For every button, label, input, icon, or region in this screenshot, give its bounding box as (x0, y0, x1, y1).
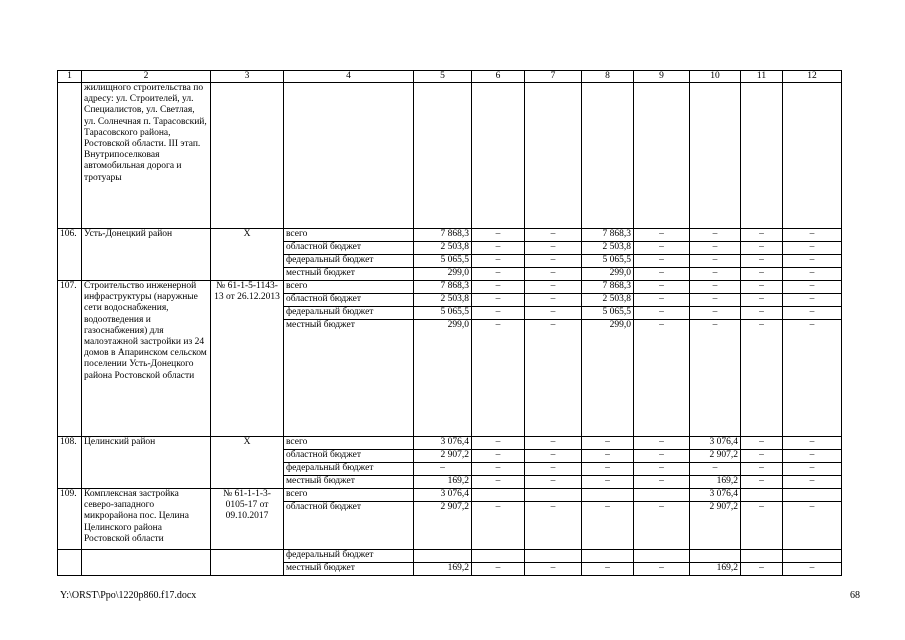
table-row (58, 437, 842, 450)
table-row (58, 550, 842, 563)
amount-c6: – (472, 307, 525, 320)
amount-c12: – (783, 281, 842, 294)
column-number: 5 (414, 71, 472, 83)
amount-c11: – (741, 450, 783, 463)
amount-c8: – (582, 450, 634, 463)
row-number: 107. (58, 281, 82, 437)
amount-c8: – (582, 563, 634, 576)
amount-c11: – (741, 563, 783, 576)
column-number: 4 (284, 71, 414, 83)
amount-c12: – (783, 502, 842, 550)
amount-c12: – (783, 294, 842, 307)
amount-c7: – (525, 294, 582, 307)
table-row (58, 489, 842, 502)
document-reference: № 61-1-1-3-0105-17 от 09.10.2017 (211, 489, 284, 550)
amount-c10: – (690, 255, 741, 268)
amount-c5: 7 868,3 (414, 229, 472, 242)
table-row (58, 281, 842, 294)
amount-c10: 169,2 (690, 563, 741, 576)
funding-source: местный бюджет (284, 320, 414, 437)
continuation-row (58, 83, 842, 229)
object-name (82, 550, 211, 576)
amount-c7 (525, 550, 582, 563)
amount-c9: – (634, 502, 690, 550)
document-reference (211, 550, 284, 576)
amount-c10: – (690, 320, 741, 437)
amount-c12: – (783, 242, 842, 255)
column-number: 12 (783, 71, 842, 83)
amount-c8: – (582, 437, 634, 450)
amount-c7: – (525, 437, 582, 450)
amount-c8 (582, 550, 634, 563)
amount-c11: – (741, 437, 783, 450)
amount-c11: – (741, 229, 783, 242)
amount-c12: – (783, 437, 842, 450)
amount-c7: – (525, 255, 582, 268)
object-name: Усть-Донецкий район (82, 229, 211, 281)
amount-c12: – (783, 463, 842, 476)
amount-c10: – (690, 268, 741, 281)
funding-source: всего (284, 489, 414, 502)
budget-table (57, 70, 842, 576)
amount-c10: 3 076,4 (690, 489, 741, 502)
amount-c11: – (741, 242, 783, 255)
amount-c12 (783, 550, 842, 563)
amount-c8: 7 868,3 (582, 281, 634, 294)
amount-c5: 5 065,5 (414, 255, 472, 268)
amount-c10: 3 076,4 (690, 437, 741, 450)
column-number: 11 (741, 71, 783, 83)
amount-c7 (525, 489, 582, 502)
amount-c9: – (634, 268, 690, 281)
column-number: 9 (634, 71, 690, 83)
amount-c11: – (741, 255, 783, 268)
amount-c9: – (634, 463, 690, 476)
amount-c8: 2 503,8 (582, 294, 634, 307)
amount-c6: – (472, 242, 525, 255)
row-number: 109. (58, 489, 82, 550)
column-number: 7 (525, 71, 582, 83)
amount-c6: – (472, 281, 525, 294)
funding-source: всего (284, 437, 414, 450)
amount-c5: 3 076,4 (414, 437, 472, 450)
amount-c5: 299,0 (414, 268, 472, 281)
amount-c5: 2 503,8 (414, 294, 472, 307)
amount-c6: – (472, 229, 525, 242)
amount-c9: – (634, 450, 690, 463)
amount-c8: 2 503,8 (582, 242, 634, 255)
amount-c9 (634, 489, 690, 502)
amount-c10: – (690, 294, 741, 307)
row-number (58, 550, 82, 576)
amount-c11: – (741, 268, 783, 281)
amount-c6 (472, 550, 525, 563)
amount-c7: – (525, 320, 582, 437)
amount-c12: – (783, 268, 842, 281)
amount-c6: – (472, 450, 525, 463)
amount-c11: – (741, 502, 783, 550)
amount-c6: – (472, 476, 525, 489)
amount-c5: 169,2 (414, 563, 472, 576)
column-number: 3 (211, 71, 284, 83)
amount-c10: 2 907,2 (690, 450, 741, 463)
amount-c5: 7 868,3 (414, 281, 472, 294)
amount-c6: – (472, 255, 525, 268)
amount-c9: – (634, 563, 690, 576)
amount-c6: – (472, 268, 525, 281)
amount-c7: – (525, 563, 582, 576)
amount-c5: 2 907,2 (414, 450, 472, 463)
amount-c6 (472, 489, 525, 502)
amount-c7: – (525, 463, 582, 476)
amount-c8: – (582, 463, 634, 476)
amount-c5: – (414, 463, 472, 476)
funding-source: областной бюджет (284, 502, 414, 550)
amount-c5: 5 065,5 (414, 307, 472, 320)
amount-c5: 3 076,4 (414, 489, 472, 502)
amount-c11 (741, 489, 783, 502)
amount-c7: – (525, 450, 582, 463)
amount-c11 (741, 550, 783, 563)
amount-c11: – (741, 307, 783, 320)
amount-c12: – (783, 320, 842, 437)
amount-c7: – (525, 476, 582, 489)
amount-c6: – (472, 502, 525, 550)
amount-c8: 299,0 (582, 268, 634, 281)
column-number: 2 (82, 71, 211, 83)
amount-c10: – (690, 307, 741, 320)
amount-c11: – (741, 476, 783, 489)
amount-c9: – (634, 242, 690, 255)
amount-c11: – (741, 294, 783, 307)
object-name: Строительство инженерной инфраструктуры (наружные сети водоснабжения, водоотведения и газоснабжения) для малоэтажной застройки из 24 домов в Апаринском сельском поселении Усть-Донецкого района Ростовской области (82, 281, 211, 437)
amount-c5: 299,0 (414, 320, 472, 437)
document-reference: № 61-1-5-1143-13 от 26.12.2013 (211, 281, 284, 437)
footer-file-path: Y:\ORST\Ppo\1220p860.f17.docx (60, 590, 197, 601)
amount-c11: – (741, 281, 783, 294)
column-number: 10 (690, 71, 741, 83)
funding-source: федеральный бюджет (284, 550, 414, 563)
funding-source: федеральный бюджет (284, 463, 414, 476)
amount-c8: 5 065,5 (582, 307, 634, 320)
amount-c6: – (472, 437, 525, 450)
amount-c9: – (634, 229, 690, 242)
document-reference: Х (211, 437, 284, 489)
funding-source: федеральный бюджет (284, 307, 414, 320)
amount-c8: 7 868,3 (582, 229, 634, 242)
funding-source: областной бюджет (284, 242, 414, 255)
funding-source: местный бюджет (284, 476, 414, 489)
amount-c5: 169,2 (414, 476, 472, 489)
amount-c10: 2 907,2 (690, 502, 741, 550)
funding-source: областной бюджет (284, 450, 414, 463)
amount-c9: – (634, 255, 690, 268)
amount-c5: 2 503,8 (414, 242, 472, 255)
amount-c7: – (525, 281, 582, 294)
column-number: 6 (472, 71, 525, 83)
object-name: Целинский район (82, 437, 211, 489)
amount-c8: – (582, 476, 634, 489)
amount-c12: – (783, 229, 842, 242)
amount-c12 (783, 489, 842, 502)
row-number: 108. (58, 437, 82, 489)
amount-c12: – (783, 450, 842, 463)
amount-c9: – (634, 281, 690, 294)
funding-source: всего (284, 281, 414, 294)
object-name: Комплексная застройка северо-западного микрорайона пос. Целина Целинского района Ростовской области (82, 489, 211, 550)
amount-c12: – (783, 255, 842, 268)
amount-c10: – (690, 229, 741, 242)
funding-source: местный бюджет (284, 563, 414, 576)
amount-c9: – (634, 307, 690, 320)
amount-c12: – (783, 307, 842, 320)
amount-c5 (414, 550, 472, 563)
document-reference: Х (211, 229, 284, 281)
column-number: 1 (58, 71, 82, 83)
amount-c6: – (472, 294, 525, 307)
row-number: 106. (58, 229, 82, 281)
page-number: 68 (850, 590, 860, 601)
amount-c10 (690, 550, 741, 563)
amount-c8: – (582, 502, 634, 550)
amount-c11: – (741, 463, 783, 476)
object-name: жилищного строительства по адресу: ул. Строителей, ул. Специалистов, ул. Светлая, ул. Солнечная п. Тарасовский, Тарасовского района, Ростовской области. III этап. Внутрипоселковая автомобильная дорога и тротуары (82, 83, 211, 229)
funding-source: местный бюджет (284, 268, 414, 281)
column-number: 8 (582, 71, 634, 83)
amount-c12: – (783, 563, 842, 576)
funding-source: всего (284, 229, 414, 242)
amount-c7: – (525, 307, 582, 320)
amount-c11: – (741, 320, 783, 437)
amount-c6: – (472, 320, 525, 437)
amount-c7: – (525, 242, 582, 255)
amount-c9: – (634, 294, 690, 307)
amount-c10: – (690, 242, 741, 255)
amount-c7: – (525, 502, 582, 550)
amount-c9: – (634, 437, 690, 450)
funding-source: областной бюджет (284, 294, 414, 307)
amount-c9: – (634, 476, 690, 489)
amount-c9: – (634, 320, 690, 437)
funding-source: федеральный бюджет (284, 255, 414, 268)
amount-c6: – (472, 463, 525, 476)
amount-c12: – (783, 476, 842, 489)
amount-c7: – (525, 268, 582, 281)
amount-c10: – (690, 463, 741, 476)
amount-c9 (634, 550, 690, 563)
amount-c8 (582, 489, 634, 502)
header-row (58, 71, 842, 83)
amount-c8: 299,0 (582, 320, 634, 437)
amount-c10: – (690, 281, 741, 294)
amount-c5: 2 907,2 (414, 502, 472, 550)
amount-c6: – (472, 563, 525, 576)
amount-c8: 5 065,5 (582, 255, 634, 268)
amount-c10: 169,2 (690, 476, 741, 489)
amount-c7: – (525, 229, 582, 242)
table-row (58, 229, 842, 242)
